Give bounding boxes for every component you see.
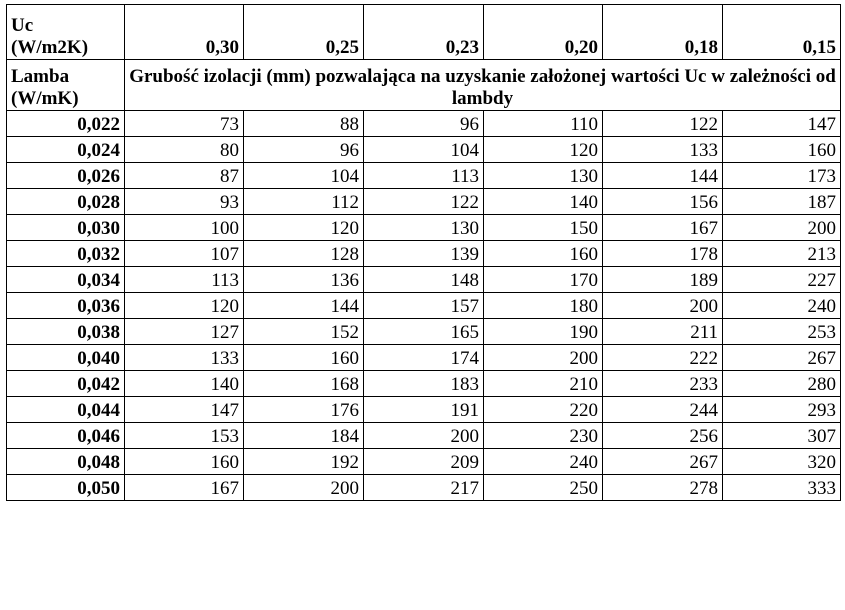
thickness-cell: 191: [364, 397, 484, 423]
lambda-value-cell: 0,040: [7, 345, 125, 371]
lambda-value-cell: 0,028: [7, 189, 125, 215]
thickness-cell: 144: [244, 293, 364, 319]
thickness-cell: 120: [484, 137, 603, 163]
thickness-cell: 220: [484, 397, 603, 423]
lambda-value-cell: 0,026: [7, 163, 125, 189]
lambda-value-cell: 0,032: [7, 241, 125, 267]
lambda-value-cell: 0,022: [7, 111, 125, 137]
table-caption: Grubość izolacji (mm) pozwalająca na uzyskanie założonej wartości Uc w zależności od lambdy: [125, 60, 841, 111]
thickness-cell: 133: [603, 137, 723, 163]
thickness-cell: 147: [723, 111, 841, 137]
thickness-cell: 178: [603, 241, 723, 267]
uc-label-line1: Uc: [11, 15, 34, 36]
thickness-cell: 100: [125, 215, 244, 241]
thickness-cell: 140: [484, 189, 603, 215]
table-row: [7, 241, 841, 267]
thickness-cell: 240: [723, 293, 841, 319]
thickness-cell: 139: [364, 241, 484, 267]
thickness-cell: 280: [723, 371, 841, 397]
thickness-cell: 200: [484, 345, 603, 371]
thickness-cell: 213: [723, 241, 841, 267]
thickness-cell: 93: [125, 189, 244, 215]
table-row: [7, 423, 841, 449]
thickness-cell: 293: [723, 397, 841, 423]
thickness-cell: 157: [364, 293, 484, 319]
table-row: [7, 293, 841, 319]
insulation-thickness-table: [6, 4, 841, 501]
uc-value-cell: 0,18: [603, 5, 723, 60]
uc-header-row: [7, 5, 841, 60]
thickness-cell: 165: [364, 319, 484, 345]
uc-value-cell: 0,25: [244, 5, 364, 60]
thickness-cell: 96: [364, 111, 484, 137]
lambda-value-cell: 0,048: [7, 449, 125, 475]
thickness-cell: 160: [723, 137, 841, 163]
thickness-cell: 230: [484, 423, 603, 449]
thickness-cell: 173: [723, 163, 841, 189]
thickness-cell: 160: [484, 241, 603, 267]
table-row: [7, 163, 841, 189]
thickness-cell: 167: [125, 475, 244, 501]
thickness-cell: 144: [603, 163, 723, 189]
thickness-cell: 156: [603, 189, 723, 215]
thickness-cell: 112: [244, 189, 364, 215]
table-row: [7, 371, 841, 397]
thickness-cell: 73: [125, 111, 244, 137]
lambda-label-cell: [7, 60, 125, 111]
thickness-cell: 104: [364, 137, 484, 163]
thickness-cell: 211: [603, 319, 723, 345]
thickness-cell: 130: [364, 215, 484, 241]
thickness-cell: 187: [723, 189, 841, 215]
thickness-cell: 96: [244, 137, 364, 163]
thickness-cell: 127: [125, 319, 244, 345]
thickness-cell: 107: [125, 241, 244, 267]
thickness-cell: 320: [723, 449, 841, 475]
thickness-cell: 253: [723, 319, 841, 345]
lambda-value-cell: 0,038: [7, 319, 125, 345]
table-row: [7, 111, 841, 137]
table-row: [7, 475, 841, 501]
thickness-cell: 160: [244, 345, 364, 371]
table-row: [7, 189, 841, 215]
thickness-cell: 153: [125, 423, 244, 449]
table-row: [7, 449, 841, 475]
table-row: [7, 319, 841, 345]
thickness-cell: 189: [603, 267, 723, 293]
thickness-cell: 190: [484, 319, 603, 345]
thickness-cell: 120: [244, 215, 364, 241]
thickness-cell: 200: [603, 293, 723, 319]
thickness-cell: 87: [125, 163, 244, 189]
thickness-cell: 110: [484, 111, 603, 137]
thickness-cell: 209: [364, 449, 484, 475]
lambda-value-cell: 0,044: [7, 397, 125, 423]
thickness-cell: 147: [125, 397, 244, 423]
thickness-cell: 130: [484, 163, 603, 189]
thickness-cell: 133: [125, 345, 244, 371]
thickness-cell: 267: [723, 345, 841, 371]
uc-label-cell: [7, 5, 125, 60]
lambda-value-cell: 0,050: [7, 475, 125, 501]
thickness-cell: 128: [244, 241, 364, 267]
thickness-cell: 200: [364, 423, 484, 449]
thickness-cell: 88: [244, 111, 364, 137]
thickness-cell: 176: [244, 397, 364, 423]
uc-label-line2: (W/m2K): [11, 37, 89, 58]
table-row: [7, 267, 841, 293]
thickness-cell: 174: [364, 345, 484, 371]
thickness-cell: 333: [723, 475, 841, 501]
thickness-cell: 200: [244, 475, 364, 501]
thickness-cell: 200: [723, 215, 841, 241]
thickness-cell: 168: [244, 371, 364, 397]
thickness-cell: 136: [244, 267, 364, 293]
thickness-cell: 170: [484, 267, 603, 293]
thickness-cell: 122: [364, 189, 484, 215]
thickness-cell: 278: [603, 475, 723, 501]
thickness-cell: 256: [603, 423, 723, 449]
thickness-cell: 113: [125, 267, 244, 293]
thickness-cell: 104: [244, 163, 364, 189]
lambda-label-line2: (W/mK): [11, 88, 79, 109]
thickness-cell: 150: [484, 215, 603, 241]
thickness-cell: 184: [244, 423, 364, 449]
thickness-cell: 180: [484, 293, 603, 319]
lambda-value-cell: 0,036: [7, 293, 125, 319]
thickness-cell: 122: [603, 111, 723, 137]
lambda-label-line1: Lamba: [11, 66, 70, 87]
lambda-value-cell: 0,042: [7, 371, 125, 397]
thickness-cell: 152: [244, 319, 364, 345]
lambda-header-row: [7, 60, 841, 111]
thickness-cell: 244: [603, 397, 723, 423]
thickness-cell: 307: [723, 423, 841, 449]
thickness-cell: 233: [603, 371, 723, 397]
thickness-cell: 222: [603, 345, 723, 371]
thickness-cell: 167: [603, 215, 723, 241]
thickness-cell: 120: [125, 293, 244, 319]
uc-value-cell: 0,30: [125, 5, 244, 60]
thickness-cell: 240: [484, 449, 603, 475]
thickness-cell: 267: [603, 449, 723, 475]
thickness-cell: 160: [125, 449, 244, 475]
thickness-cell: 217: [364, 475, 484, 501]
thickness-cell: 210: [484, 371, 603, 397]
thickness-cell: 113: [364, 163, 484, 189]
uc-value-cell: 0,23: [364, 5, 484, 60]
table-row: [7, 345, 841, 371]
lambda-value-cell: 0,024: [7, 137, 125, 163]
table-row: [7, 397, 841, 423]
table-row: [7, 137, 841, 163]
table-body: [7, 5, 841, 501]
lambda-value-cell: 0,030: [7, 215, 125, 241]
thickness-cell: 192: [244, 449, 364, 475]
thickness-cell: 183: [364, 371, 484, 397]
lambda-value-cell: 0,046: [7, 423, 125, 449]
uc-value-cell: 0,15: [723, 5, 841, 60]
uc-value-cell: 0,20: [484, 5, 603, 60]
lambda-value-cell: 0,034: [7, 267, 125, 293]
thickness-cell: 148: [364, 267, 484, 293]
table-row: [7, 215, 841, 241]
thickness-cell: 227: [723, 267, 841, 293]
thickness-cell: 80: [125, 137, 244, 163]
thickness-cell: 250: [484, 475, 603, 501]
thickness-cell: 140: [125, 371, 244, 397]
